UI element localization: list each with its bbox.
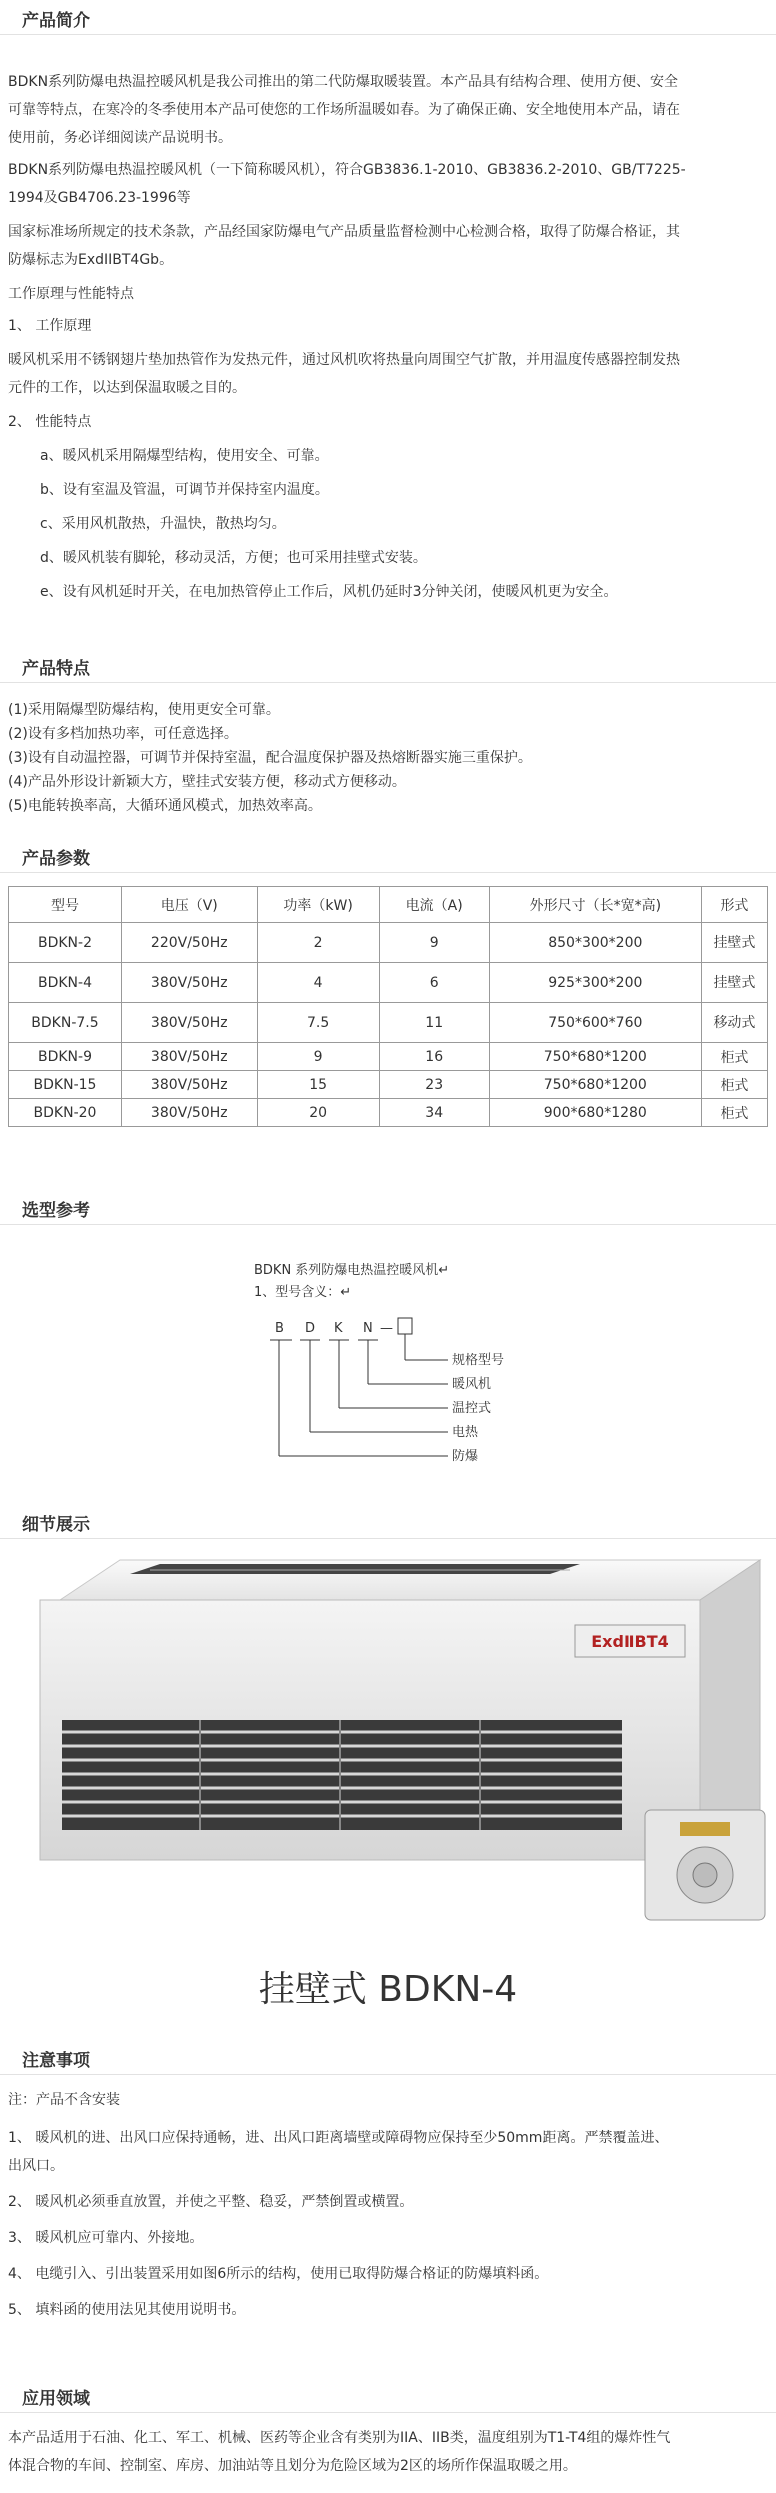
cell: 380V/50Hz bbox=[121, 1043, 257, 1071]
heading-text: 注意事项 bbox=[22, 2051, 90, 2071]
cell: 34 bbox=[379, 1099, 489, 1127]
cell: 6 bbox=[379, 963, 489, 1003]
section1-line2: 元件的工作，以达到保温取暖之目的。 bbox=[8, 380, 246, 396]
intro-para2-line1: BDKN系列防爆电热温控暖风机（一下简称暖风机），符合GB3836.1-2010、GB3836.2-2010、GB/T7225- bbox=[8, 162, 686, 178]
cell: 柜式 bbox=[701, 1043, 767, 1071]
cell: 柜式 bbox=[701, 1071, 767, 1099]
note-0: 注：产品不含安装 bbox=[8, 2092, 120, 2108]
section-detail-heading bbox=[0, 1504, 776, 1539]
cell: 750*680*1200 bbox=[489, 1043, 701, 1071]
cell: 23 bbox=[379, 1071, 489, 1099]
note-5: 5、 填料函的使用法见其使用说明书。 bbox=[8, 2302, 246, 2318]
header-cell: 电压（V) bbox=[121, 887, 257, 923]
product-feature-2: (2)设有多档加热功率，可任意选择。 bbox=[8, 726, 238, 742]
section-params-heading bbox=[0, 838, 776, 873]
heading-text: 产品简介 bbox=[22, 11, 90, 31]
header-cell: 形式 bbox=[701, 887, 767, 923]
product-feature-5: (5)电能转换率高，大循环通风模式，加热效率高。 bbox=[8, 798, 322, 814]
cell: BDKN-7.5 bbox=[9, 1003, 122, 1043]
intro-para2-line2: 1994及GB4706.23-1996等 bbox=[8, 190, 191, 206]
diagram-title: BDKN 系列防爆电热温控暖风机↵ bbox=[254, 1263, 450, 1278]
model-code-diagram bbox=[0, 1250, 776, 1490]
heater-product-image bbox=[0, 1540, 776, 1940]
cell: BDKN-2 bbox=[9, 923, 122, 963]
feature-c: c、采用风机散热，升温快，散热均匀。 bbox=[40, 516, 286, 532]
header-cell: 电流（A) bbox=[379, 887, 489, 923]
code-letter-k: K bbox=[334, 1321, 343, 1336]
cell: 7.5 bbox=[257, 1003, 379, 1043]
cell: 380V/50Hz bbox=[121, 1003, 257, 1043]
cell: 380V/50Hz bbox=[121, 963, 257, 1003]
cell: BDKN-4 bbox=[9, 963, 122, 1003]
note-2: 2、 暖风机必须垂直放置，并使之平整、稳妥，严禁倒置或横置。 bbox=[8, 2194, 414, 2210]
product-feature-3: (3)设有自动温控器，可调节并保持室温，配合温度保护器及热熔断器实施三重保护。 bbox=[8, 750, 532, 766]
note-4: 4、 电缆引入、引出装置采用如图6所示的结构，使用已取得防爆合格证的防爆填料函。 bbox=[8, 2266, 549, 2282]
spec-table bbox=[8, 886, 768, 1127]
cell: 11 bbox=[379, 1003, 489, 1043]
section-notes-heading bbox=[0, 2040, 776, 2075]
section-features-heading bbox=[0, 648, 776, 683]
front-grille-slats bbox=[62, 1732, 622, 1816]
label-spec: 规格型号 bbox=[452, 1353, 505, 1368]
feature-a: a、暖风机采用隔爆型结构，使用安全、可靠。 bbox=[40, 448, 329, 464]
section1-title: 1、 工作原理 bbox=[8, 318, 92, 334]
heading-text: 选型参考 bbox=[22, 1201, 90, 1221]
spec-box bbox=[398, 1318, 412, 1334]
table-row bbox=[9, 1043, 768, 1071]
cell: 380V/50Hz bbox=[121, 1099, 257, 1127]
nameplate-text: ExdⅡBT4 bbox=[591, 1632, 669, 1651]
application-line1: 本产品适用于石油、化工、军工、机械、医药等企业含有类别为IIA、IIB类，温度组别为T1-T4组的爆炸性气 bbox=[8, 2430, 671, 2446]
heading-text: 应用领域 bbox=[22, 2389, 90, 2409]
cell: 移动式 bbox=[701, 1003, 767, 1043]
cell: 4 bbox=[257, 963, 379, 1003]
cell: 柜式 bbox=[701, 1099, 767, 1127]
header-cell: 功率（kW) bbox=[257, 887, 379, 923]
cell: BDKN-20 bbox=[9, 1099, 122, 1127]
cell: 900*680*1280 bbox=[489, 1099, 701, 1127]
heading-text: 产品参数 bbox=[22, 849, 90, 869]
label-thermo: 温控式 bbox=[452, 1401, 492, 1416]
cell: 挂壁式 bbox=[701, 963, 767, 1003]
cell: 750*600*760 bbox=[489, 1003, 701, 1043]
table-row bbox=[9, 1099, 768, 1127]
warning-label bbox=[680, 1822, 730, 1836]
principle-title: 工作原理与性能特点 bbox=[8, 286, 134, 302]
section-intro-heading bbox=[0, 0, 776, 35]
cell: 15 bbox=[257, 1071, 379, 1099]
cell: 2 bbox=[257, 923, 379, 963]
label-explosion-proof: 防爆 bbox=[452, 1449, 479, 1464]
section2-title: 2、 性能特点 bbox=[8, 414, 92, 430]
cell: 380V/50Hz bbox=[121, 1071, 257, 1099]
label-heater: 暖风机 bbox=[452, 1377, 492, 1392]
note-1-line1: 1、 暖风机的进、出风口应保持通畅，进、出风口距离墙壁或障碍物应保持至少50mm距离。严禁覆盖进、 bbox=[8, 2130, 669, 2146]
table-row bbox=[9, 963, 768, 1003]
heading-text: 细节展示 bbox=[22, 1515, 90, 1535]
code-letter-b: B bbox=[275, 1321, 284, 1336]
table-row bbox=[9, 1003, 768, 1043]
product-feature-4: (4)产品外形设计新颖大方，壁挂式安装方便，移动式方便移动。 bbox=[8, 774, 406, 790]
note-3: 3、 暖风机应可靠内、外接地。 bbox=[8, 2230, 204, 2246]
cell: 925*300*200 bbox=[489, 963, 701, 1003]
cell: 20 bbox=[257, 1099, 379, 1127]
feature-b: b、设有室温及管温，可调节并保持室内温度。 bbox=[40, 482, 329, 498]
intro-para1-line1: BDKN系列防爆电热温控暖风机是我公司推出的第二代防爆取暖装置。本产品具有结构合理、使用方便、安全 bbox=[8, 74, 679, 90]
diagram-subtitle: 1、型号含义：↵ bbox=[254, 1285, 352, 1300]
intro-para1-line2: 可靠等特点，在寒冷的冬季使用本产品可使您的工作场所温暖如春。为了确保正确、安全地使用本产品，请在 bbox=[8, 102, 680, 118]
section-application-heading bbox=[0, 2378, 776, 2413]
cell: 750*680*1200 bbox=[489, 1071, 701, 1099]
code-letter-d: D bbox=[305, 1321, 316, 1336]
intro-para3-line2: 防爆标志为ExdIIBT4Gb。 bbox=[8, 252, 174, 268]
table-row bbox=[9, 923, 768, 963]
table-header-row bbox=[9, 887, 768, 923]
code-dash: — bbox=[380, 1321, 393, 1336]
cell: 220V/50Hz bbox=[121, 923, 257, 963]
application-line2: 体混合物的车间、控制室、库房、加油站等且划分为危险区域为2区的场所作保温取暖之用。 bbox=[8, 2458, 577, 2474]
product-caption: 挂壁式 BDKN-4 bbox=[258, 1969, 518, 2010]
product-feature-1: (1)采用隔爆型防爆结构，使用更安全可靠。 bbox=[8, 702, 280, 718]
cell: 挂壁式 bbox=[701, 923, 767, 963]
cell: 9 bbox=[257, 1043, 379, 1071]
leader-lines bbox=[270, 1334, 448, 1456]
section-selection-heading bbox=[0, 1190, 776, 1225]
code-letter-n: N bbox=[363, 1321, 373, 1336]
cell: 16 bbox=[379, 1043, 489, 1071]
cell: 850*300*200 bbox=[489, 923, 701, 963]
note-1-line2: 出风口。 bbox=[8, 2158, 64, 2174]
heading-text: 产品特点 bbox=[22, 659, 90, 679]
label-electric: 电热 bbox=[452, 1425, 479, 1440]
table-row bbox=[9, 1071, 768, 1099]
feature-d: d、暖风机装有脚轮，移动灵活，方便；也可采用挂壁式安装。 bbox=[40, 550, 427, 566]
intro-para3-line1: 国家标准场所规定的技术条款，产品经国家防爆电气产品质量监督检测中心检测合格，取得了防爆合格证，其 bbox=[8, 224, 680, 240]
section1-line1: 暖风机采用不锈钢翅片垫加热管作为发热元件，通过风机吹将热量向周围空气扩散，并用温度传感器控制发热 bbox=[8, 352, 680, 368]
feature-e: e、设有风机延时开关，在电加热管停止工作后，风机仍延时3分钟关闭，使暖风机更为安全。 bbox=[40, 584, 618, 600]
header-cell: 外形尺寸（长*宽*高) bbox=[489, 887, 701, 923]
header-cell: 型号 bbox=[9, 887, 122, 923]
intro-para1-line3: 使用前，务必详细阅读产品说明书。 bbox=[8, 130, 232, 146]
cell: BDKN-9 bbox=[9, 1043, 122, 1071]
cell: 9 bbox=[379, 923, 489, 963]
cell: BDKN-15 bbox=[9, 1071, 122, 1099]
